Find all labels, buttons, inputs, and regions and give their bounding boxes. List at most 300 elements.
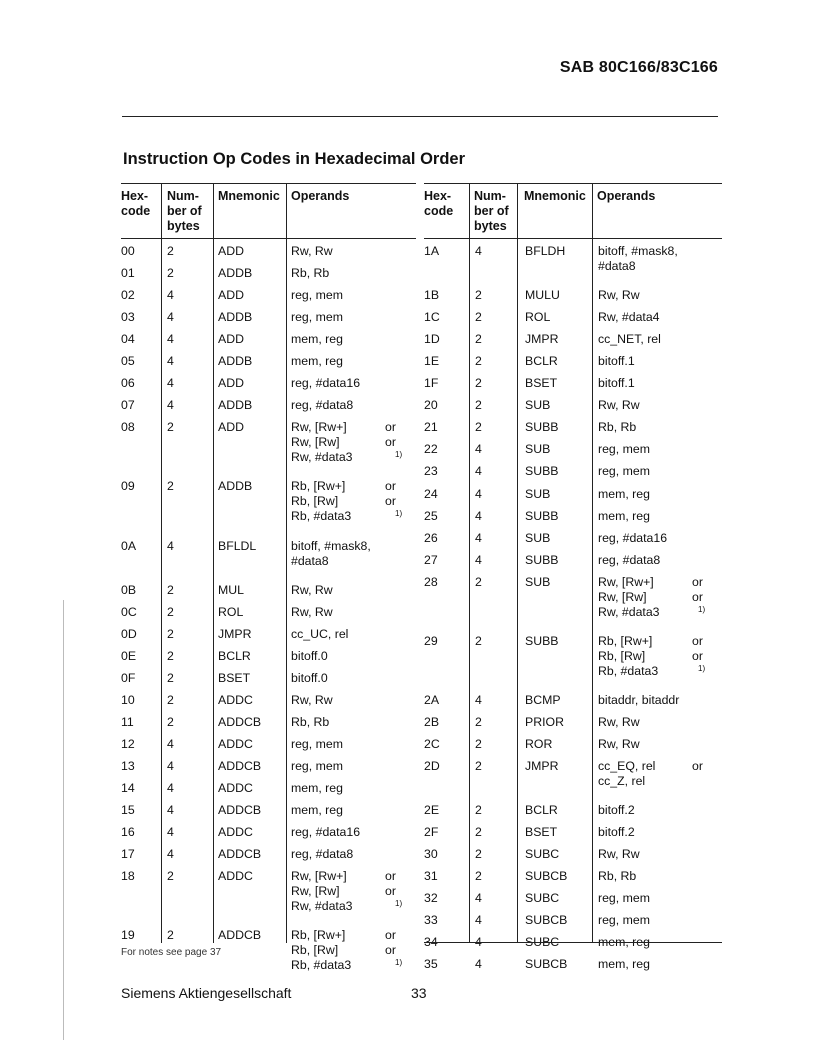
operands: [291, 847, 353, 862]
column-header-bytes: Num- ber of bytes: [167, 189, 202, 233]
hex-code: 28: [424, 574, 438, 589]
operand-text: Rw, #data3: [291, 450, 353, 465]
operand-text: Rw, [Rw+]: [598, 574, 654, 589]
operand-line: [291, 943, 396, 958]
hex-code: 11: [121, 714, 134, 729]
byte-count: 2: [475, 376, 482, 391]
hex-code: 1F: [424, 376, 439, 391]
operand-text: Rw, [Rw+]: [291, 869, 347, 884]
operand-line: [598, 531, 667, 546]
operand-text: reg, #data8: [598, 552, 661, 567]
operand-text: reg, mem: [291, 310, 343, 325]
operands: [291, 288, 343, 303]
operand-line: [291, 266, 329, 281]
hex-code: 33: [424, 913, 438, 928]
byte-count: 4: [167, 736, 174, 751]
mnemonic: ADDB: [218, 479, 253, 494]
operands: [291, 539, 371, 569]
operands: [291, 781, 343, 796]
byte-count: 2: [167, 266, 174, 281]
operand-line: [291, 494, 396, 509]
mnemonic: BCLR: [218, 648, 251, 663]
hex-code: 21: [424, 420, 438, 435]
column-header-mnemonic: Mnemonic: [218, 189, 280, 203]
operand-line: [598, 758, 703, 774]
operand-text: bitoff.1: [598, 376, 635, 391]
hex-code: 04: [121, 332, 135, 347]
operands: [291, 420, 403, 465]
hex-code: 34: [424, 935, 438, 950]
page-number: 33: [411, 985, 427, 1001]
operand-line: [291, 825, 360, 840]
hex-code: 22: [424, 442, 438, 457]
operand-line: [291, 671, 328, 686]
table-top-rule: [121, 183, 416, 184]
byte-count: 2: [167, 648, 174, 663]
operand-line: [291, 398, 353, 413]
margin-line: [63, 600, 64, 1040]
mnemonic: ROL: [218, 604, 244, 619]
operand-text: Rw, Rw: [291, 582, 333, 597]
hex-code: 18: [121, 869, 135, 884]
column-header-operands: Operands: [597, 189, 656, 203]
operand-line: [598, 354, 635, 369]
operand-text: Rw, #data3: [598, 604, 660, 619]
byte-count: 2: [475, 714, 482, 729]
mnemonic: ADDCB: [218, 847, 262, 862]
operand-line: [291, 354, 343, 369]
byte-count: 2: [475, 310, 482, 325]
operand-text: Rb, #data3: [291, 509, 352, 524]
byte-count: 4: [475, 913, 482, 928]
operands: [291, 583, 333, 598]
byte-count: 4: [475, 530, 482, 545]
mnemonic: SUBC: [525, 891, 560, 906]
operands: [291, 354, 343, 369]
operand-text: Rb, [Rw]: [598, 648, 646, 663]
operand-text: reg, #data16: [291, 376, 361, 391]
byte-count: 4: [167, 803, 174, 818]
opcode-table-right: [424, 183, 722, 972]
hex-code: 2C: [424, 736, 440, 751]
byte-count: 2: [167, 692, 174, 707]
operand-text: Rb, [Rw]: [291, 943, 339, 958]
operand-line: [291, 693, 333, 708]
or-connector: or: [692, 758, 703, 773]
hex-code: 29: [424, 633, 438, 648]
hex-code: 35: [424, 957, 438, 972]
operands: [291, 605, 333, 620]
or-connector: or: [385, 435, 396, 450]
hex-code: 16: [121, 825, 135, 840]
operands: [291, 737, 343, 752]
mnemonic: ADDC: [218, 781, 253, 795]
hex-code: 07: [121, 398, 135, 413]
byte-count: 4: [167, 310, 174, 325]
mnemonic: SUBB: [525, 464, 559, 479]
or-connector: or: [385, 494, 396, 509]
operand-text: bitoff, #mask8,: [598, 244, 678, 258]
mnemonic: ADDC: [218, 825, 253, 840]
operand-line: [598, 553, 660, 568]
mnemonic: BCLR: [525, 354, 558, 369]
column-divider: [469, 183, 470, 943]
byte-count: 4: [167, 538, 174, 553]
hex-code: 1B: [424, 288, 440, 303]
operands: [291, 376, 360, 391]
mnemonic: ADDCB: [218, 758, 262, 773]
hex-code: 2E: [424, 803, 440, 817]
operand-text: Rw, Rw: [598, 847, 640, 862]
byte-count: 2: [167, 582, 174, 597]
hex-code: 0D: [121, 626, 137, 641]
operand-text: bitoff.2: [598, 825, 635, 840]
operand-line: [598, 715, 640, 730]
byte-count: 4: [475, 508, 482, 523]
byte-count: 2: [475, 803, 482, 817]
byte-count: 4: [475, 692, 482, 707]
table-header-rule: [121, 238, 416, 239]
column-header-bytes: Num- ber of bytes: [474, 189, 509, 233]
operands: [598, 913, 650, 928]
hex-code: 0C: [121, 604, 137, 619]
header-rule: [122, 116, 718, 117]
operand-line: [598, 574, 703, 590]
byte-count: 4: [167, 758, 174, 773]
operand-line: [598, 648, 703, 664]
operands: [598, 354, 635, 369]
operands: [598, 376, 635, 391]
mnemonic: JMPR: [525, 758, 559, 773]
byte-count: 4: [475, 244, 482, 258]
operand-line: [291, 244, 333, 259]
operand-text: mem, reg: [291, 332, 343, 347]
operands: [598, 464, 650, 479]
byte-count: 2: [167, 626, 174, 641]
operands: [291, 398, 353, 413]
operand-text: reg, mem: [291, 736, 343, 751]
column-divider: [161, 183, 162, 943]
byte-count: 2: [475, 633, 482, 648]
hex-code: 03: [121, 310, 135, 325]
operand-text: reg, #data16: [291, 825, 361, 840]
operand-text: Rw, Rw: [598, 288, 640, 303]
mnemonic: SUB: [525, 486, 551, 501]
hex-code: 24: [424, 486, 438, 501]
operand-text: reg, mem: [598, 442, 650, 457]
footnote-ref: 1): [395, 450, 403, 460]
hex-code: 0B: [121, 582, 137, 597]
byte-count: 4: [167, 398, 174, 413]
mnemonic: ADDC: [218, 736, 253, 751]
operands: [291, 803, 343, 818]
operand-text: reg, #data8: [291, 398, 354, 413]
operand-text: Rb, Rb: [598, 869, 637, 884]
operands: [598, 398, 640, 413]
or-connector: or: [385, 869, 396, 884]
byte-count: 4: [167, 288, 174, 303]
mnemonic: ADD: [218, 332, 244, 347]
mnemonic: SUBCB: [525, 913, 568, 928]
operand-line: [598, 244, 678, 259]
byte-count: 4: [167, 825, 174, 840]
operands: [291, 715, 329, 730]
operand-text: reg, mem: [291, 758, 343, 773]
footnote: For notes see page 37: [121, 947, 222, 958]
operand-text: cc_Z, rel: [598, 773, 646, 788]
operand-line: [291, 435, 396, 450]
hex-code: 0F: [121, 670, 136, 685]
mnemonic: ROL: [525, 310, 551, 325]
operands: [598, 715, 640, 730]
operand-text: mem, reg: [291, 781, 343, 795]
byte-count: 2: [167, 714, 174, 729]
byte-count: 2: [475, 736, 482, 751]
operands: [598, 758, 703, 789]
hex-code: 02: [121, 288, 135, 303]
mnemonic: BFLDL: [218, 538, 257, 553]
operand-line: [291, 759, 343, 774]
byte-count: 2: [475, 869, 482, 884]
operand-line: [598, 332, 661, 347]
hex-code: 19: [121, 928, 135, 943]
mnemonic: ADDC: [218, 692, 253, 707]
byte-count: 2: [475, 758, 482, 773]
footnote-ref: 1): [698, 604, 706, 614]
column-header-mnemonic: Mnemonic: [524, 189, 586, 203]
operand-text: Rb, [Rw]: [291, 494, 339, 509]
column-header-hex: Hex- code: [121, 189, 151, 218]
mnemonic: SUBB: [525, 552, 559, 567]
mnemonic: ADDB: [218, 398, 253, 413]
operands: [598, 244, 678, 274]
operands: [598, 574, 706, 620]
mnemonic: ADDB: [218, 266, 253, 281]
operand-line: [291, 376, 360, 391]
operand-text: reg, mem: [598, 464, 650, 479]
hex-code: 2D: [424, 758, 440, 773]
operand-line: [598, 737, 640, 752]
operands: [598, 847, 640, 862]
operand-text: Rw, Rw: [598, 736, 640, 751]
operand-line: [598, 825, 635, 840]
operand-line: [598, 420, 636, 435]
operand-line: [598, 891, 650, 906]
mnemonic: ADDCB: [218, 714, 262, 729]
hex-code: 13: [121, 758, 135, 773]
section-title: Instruction Op Codes in Hexadecimal Order: [123, 150, 465, 168]
operand-text: mem, reg: [598, 935, 650, 950]
mnemonic: MUL: [218, 582, 244, 597]
mnemonic: SUBCB: [525, 869, 568, 884]
byte-count: 2: [167, 928, 174, 943]
column-divider: [592, 183, 593, 943]
operands: [598, 442, 650, 457]
hex-code: 27: [424, 552, 438, 567]
operand-line: [291, 288, 343, 303]
byte-count: 2: [167, 479, 174, 494]
operand-text: Rw, [Rw]: [291, 435, 340, 450]
operand-text: mem, reg: [291, 803, 343, 818]
footer-company: Siemens Aktiengesellschaft: [121, 985, 292, 1001]
operand-text: Rw, #data3: [291, 899, 353, 914]
operands: [598, 509, 650, 524]
operand-line: [598, 803, 635, 818]
footnote-ref: 1): [395, 509, 403, 519]
operand-line: [598, 774, 655, 789]
operand-text: mem, reg: [598, 508, 650, 523]
operand-text: #data8: [291, 553, 329, 568]
or-connector: or: [385, 928, 396, 943]
operands: [598, 633, 706, 679]
hex-code: 10: [121, 692, 135, 707]
mnemonic: ADDC: [218, 869, 253, 884]
footnote-ref: 1): [395, 958, 403, 968]
operand-text: Rb, [Rw+]: [291, 479, 346, 494]
operand-text: reg, #data8: [291, 847, 354, 862]
byte-count: 4: [475, 891, 482, 906]
hex-code: 17: [121, 847, 135, 862]
operand-text: Rb, [Rw+]: [598, 633, 653, 648]
operands: [598, 957, 650, 972]
hex-code: 0E: [121, 648, 137, 663]
hex-code: 05: [121, 354, 135, 369]
operand-line: [598, 464, 650, 479]
operands: [291, 266, 329, 281]
hex-code: 15: [121, 803, 135, 818]
operand-line: [598, 487, 650, 502]
or-connector: or: [692, 633, 703, 648]
operands: [291, 869, 403, 914]
operand-line: [598, 310, 660, 325]
operands: [598, 693, 679, 708]
mnemonic: SUBC: [525, 935, 560, 950]
operand-line: [291, 781, 343, 796]
operand-text: Rw, Rw: [291, 604, 333, 619]
operands: [291, 649, 328, 664]
operand-line: [598, 589, 703, 605]
operand-line: [598, 259, 678, 274]
hex-code: 0A: [121, 538, 137, 553]
footnote-ref: 1): [698, 663, 706, 673]
operand-line: [291, 899, 403, 914]
operand-text: Rw, Rw: [291, 244, 333, 258]
byte-count: 2: [475, 398, 482, 413]
or-connector: or: [692, 589, 703, 604]
operands: [291, 627, 348, 642]
operand-text: Rw, [Rw]: [598, 589, 647, 604]
operands: [291, 928, 403, 973]
column-header-operands: Operands: [291, 189, 350, 203]
byte-count: 4: [167, 847, 174, 862]
byte-count: 2: [167, 604, 174, 619]
byte-count: 2: [475, 332, 482, 347]
byte-count: 2: [475, 288, 482, 303]
operands: [291, 310, 343, 325]
mnemonic: BCLR: [525, 803, 558, 817]
operands: [291, 825, 360, 840]
byte-count: 4: [475, 486, 482, 501]
byte-count: 4: [475, 957, 482, 972]
mnemonic: ADD: [218, 376, 244, 391]
operand-text: Rw, [Rw+]: [291, 420, 347, 435]
operand-text: bitoff.0: [291, 648, 328, 663]
operand-line: [598, 604, 706, 620]
byte-count: 2: [475, 354, 482, 369]
operand-line: [291, 539, 371, 554]
mnemonic: JMPR: [218, 626, 252, 641]
mnemonic: ADD: [218, 288, 244, 303]
byte-count: 4: [475, 935, 482, 950]
hex-code: 06: [121, 376, 135, 391]
mnemonic: BSET: [525, 825, 558, 840]
operand-line: [598, 913, 650, 928]
operand-text: Rw, Rw: [291, 692, 333, 707]
operand-line: [598, 957, 650, 972]
hex-code: 32: [424, 891, 438, 906]
operand-text: Rb, Rb: [291, 714, 330, 729]
operand-line: [291, 869, 396, 884]
operand-text: cc_UC, rel: [291, 626, 349, 641]
operand-line: [598, 663, 706, 679]
mnemonic: PRIOR: [525, 714, 564, 729]
mnemonic: BFLDH: [525, 244, 566, 258]
hex-code: 1E: [424, 354, 440, 369]
or-connector: or: [385, 479, 396, 494]
column-header-hex: Hex- code: [424, 189, 454, 218]
operand-line: [291, 583, 333, 598]
mnemonic: SUB: [525, 574, 551, 589]
operands: [291, 671, 328, 686]
operands: [598, 803, 635, 818]
byte-count: 2: [167, 670, 174, 685]
operands: [291, 759, 343, 774]
column-divider: [213, 183, 214, 943]
hex-code: 1A: [424, 244, 440, 258]
operand-line: [291, 605, 333, 620]
hex-code: 26: [424, 530, 438, 545]
operand-text: Rb, Rb: [598, 420, 637, 435]
or-connector: or: [385, 420, 396, 435]
operand-text: mem, reg: [598, 957, 650, 972]
operand-line: [291, 928, 396, 943]
mnemonic: SUBB: [525, 633, 559, 648]
byte-count: 4: [167, 781, 174, 795]
operands: [598, 737, 640, 752]
operand-text: bitoff.1: [598, 354, 635, 369]
mnemonic: ADDCB: [218, 803, 262, 818]
or-connector: or: [692, 574, 703, 589]
footnote-ref: 1): [395, 899, 403, 909]
hex-code: 08: [121, 420, 135, 435]
mnemonic: BSET: [525, 376, 558, 391]
hex-code: 14: [121, 781, 135, 795]
mnemonic: SUBB: [525, 508, 559, 523]
mnemonic: ADD: [218, 244, 244, 258]
mnemonic: ROR: [525, 736, 553, 751]
hex-code: 00: [121, 244, 135, 258]
operand-line: [598, 847, 640, 862]
hex-code: 20: [424, 398, 438, 413]
operand-text: cc_NET, rel: [598, 332, 661, 347]
operand-line: [598, 509, 650, 524]
operand-line: [291, 737, 343, 752]
operand-line: [291, 958, 403, 973]
operand-line: [291, 420, 396, 435]
mnemonic: BCMP: [525, 692, 561, 707]
operand-line: [291, 715, 329, 730]
operand-line: [291, 627, 348, 642]
